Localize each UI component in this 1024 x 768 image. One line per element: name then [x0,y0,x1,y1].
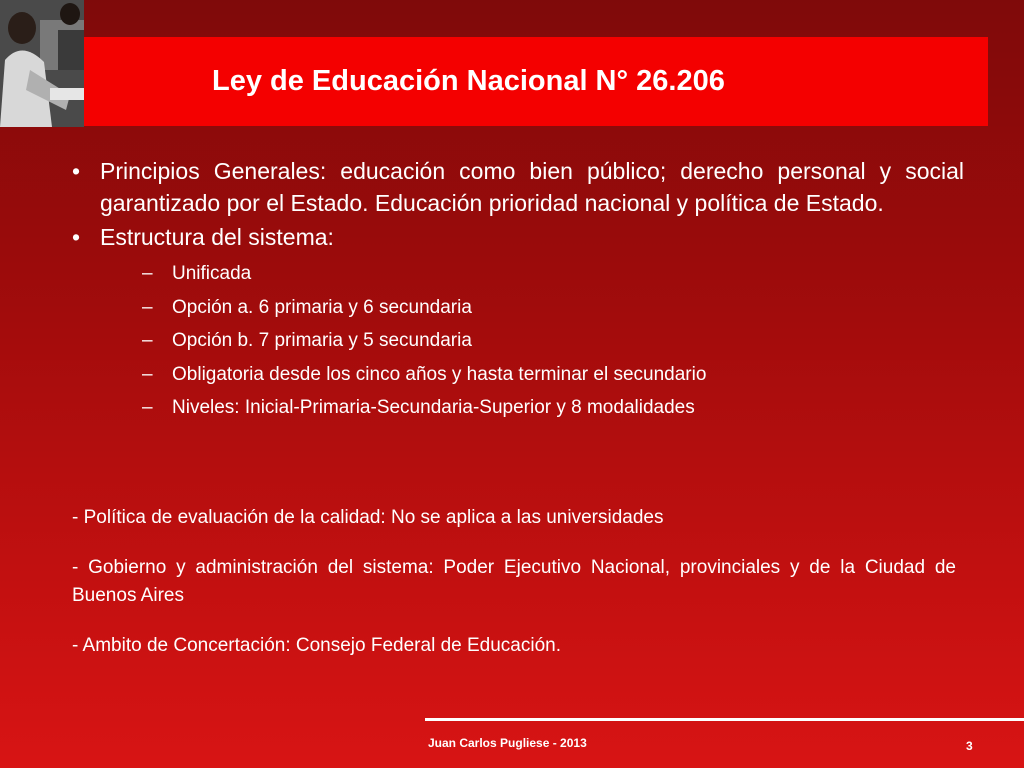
footer-divider [425,718,1024,721]
page-number: 3 [966,739,973,753]
sub-bullet-item [100,257,964,291]
bullet-marker: • [72,158,81,184]
dash-marker: – [142,330,153,351]
dash-marker: – [142,397,153,418]
sub-bullet-item [100,391,964,425]
footer-author: Juan Carlos Pugliese - 2013 [428,736,587,750]
slide-title: Ley de Educación Nacional N° 26.206 [212,65,725,97]
sub-bullet-item [100,324,964,358]
sub-bullet-item [100,358,964,392]
note-paragraph: - Gobierno y administración del sistema: Poder Ejecutivo Nacional, provinciales y de la Ciudad de Buenos Aires [72,557,956,606]
sub-bullet-text: Unificada [172,263,252,284]
note-paragraph: - Ambito de Concertación: Consejo Federal de Educación. [72,635,561,656]
students-photo-image [0,0,84,127]
bullet-item [72,155,964,219]
sub-bullet-text: Obligatoria desde los cinco años y hasta terminar el secundario [172,363,707,385]
bullet-marker: • [72,224,81,250]
bullet-text: Estructura del sistema: [100,224,334,250]
sub-bullet-text: Niveles: Inicial-Primaria-Secundaria-Superior y 8 modalidades [172,397,695,418]
dash-marker: – [142,296,153,318]
sub-bullet-item [100,291,964,325]
notes-block [72,504,956,660]
dash-marker: – [142,363,153,385]
sub-bullet-text: Opción b. 7 primaria y 5 secundaria [172,330,472,351]
bullet-text: Principios Generales: educación como bien público; derecho personal y social garantizado por el Estado. Educación prioridad nacional y política de Estado. [100,158,964,216]
sub-bullet-list [100,257,964,425]
sub-bullet-text: Opción a. 6 primaria y 6 secundaria [172,296,472,318]
dash-marker: – [142,263,153,284]
title-bar [84,37,988,126]
bullet-item [72,221,964,425]
header-photo [0,0,84,127]
note-paragraph: - Política de evaluación de la calidad: No se aplica a las universidades [72,507,664,528]
bullet-list [72,155,964,427]
